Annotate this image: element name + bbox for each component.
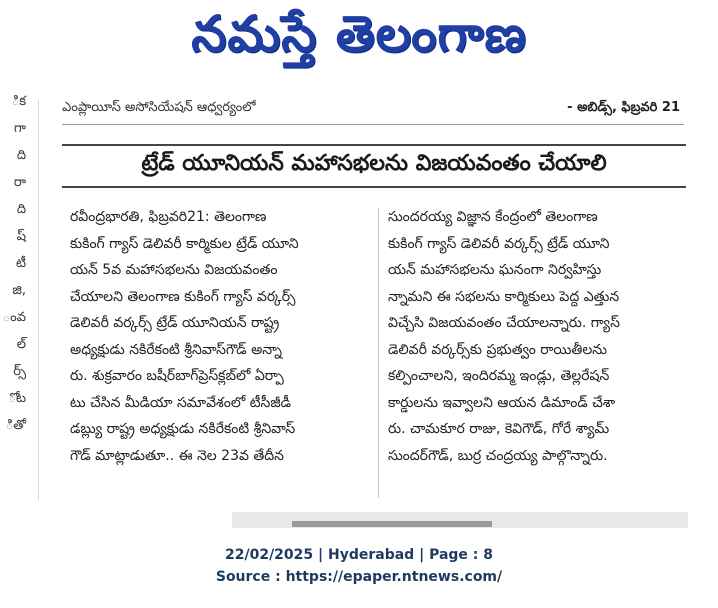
article-text-line: రు. చామకూర రాజు, కెవిగౌడ్, గోరే శ్యామ్ [388, 421, 610, 437]
fragment-text: ది [16, 202, 26, 217]
adjacent-column-fragment [0, 88, 28, 528]
article-text-line: డబ్ల్యు రాష్ట్ర అధ్యక్షుడు నకిరేకంటి శ్రీనివాస్ [70, 421, 296, 437]
fragment-text: ితో [5, 418, 26, 433]
article-text-line: కల్పించాలని, ఇందిరమ్మ ఇండ్లు, తెల్లరేషన్ [388, 368, 610, 384]
article-text-line: సుందర్‌గౌడ్, బుర్ర చంద్రయ్య పాల్గొన్నారు. [388, 447, 608, 464]
article-text-line: రు. శుక్రవారం బషీర్‌బాగ్‌ప్రెస్‌క్లబ్‌లో ఏర్పా [70, 368, 284, 384]
article-text-line: డెలివరీ వర్కర్స్‌కు ప్రభుత్వం రాయితీలను [388, 341, 607, 358]
fragment-text: ది [16, 148, 26, 163]
column-divider [38, 100, 39, 500]
article-kicker: ఎంప్లాయీస్ అసోసియేషన్ ఆధ్వర్యంలో [62, 100, 256, 115]
fragment-text: ోట [8, 391, 26, 406]
fragment-text: గా [14, 121, 26, 136]
article-text-line: కుకింగ్ గ్యాస్ డెలివరీ వర్కర్స్ ట్రేడ్ యూని [388, 235, 610, 252]
article-text-line: కార్డులను ఇవ్వాలని ఆయన డిమాండ్ చేశా [388, 394, 616, 411]
article-text-line: టు చేసిన మీడియా సమావేశంలో టీసీజీడీ [70, 394, 291, 411]
fragment-text: రా [13, 175, 26, 190]
article-headline: ట్రేడ్ యూనియన్ మహాసభలను విజయవంతం చేయాలి [62, 144, 686, 188]
footer-source: Source : https://epaper.ntnews.com/ [215, 569, 503, 585]
fragment-text: ష్ [16, 229, 26, 244]
fragment-text: ర్స్ [13, 364, 26, 379]
article-text-line: కుకింగ్ గ్యాస్ డెలివరీ కార్మికుల ట్రేడ్ యూని [70, 235, 299, 252]
fragment-text: ల్ [16, 337, 26, 352]
article-text-line: విచ్చేసి విజయవంతం చేయాలన్నారు. గ్యాస్ [388, 315, 620, 331]
article-column-2 [388, 204, 688, 500]
masthead-title: నమస్తే తెలంగాణ [191, 4, 527, 63]
article-text-line: చేయాలని తెలంగాణ కుకింగ్ గ్యాస్ వర్కర్స్ [70, 288, 296, 305]
fragment-text: జి, [12, 283, 26, 298]
footer-date-page: 22/02/2025 | Hyderabad | Page : 8 [224, 547, 494, 563]
fragment-text: టీ [15, 256, 26, 271]
article-text-line: యన్ 5వ మహాసభలను విజయవంతం [70, 262, 278, 278]
source-footer [0, 544, 718, 588]
column-divider [378, 208, 379, 498]
article-text-line: అధ్యక్షుడు నకిరేకంటి శ్రీనివాస్‌గౌడ్ అన్నా [70, 341, 282, 358]
top-rule [62, 124, 684, 125]
article-dateline: - అబిడ్స్, ఫిబ్రవరి 21 [567, 100, 680, 115]
fragment-text: ిక [11, 94, 26, 109]
article-text-line: యన్ మహాసభలను ఘనంగా నిర్వహిస్తు [388, 262, 602, 278]
newspaper-clipping [0, 88, 718, 528]
next-article-fragment [232, 512, 688, 528]
fragment-text: ంవ [2, 310, 26, 325]
article-column-1 [70, 204, 370, 500]
article-text-line: గౌడ్ మాట్లాడుతూ.. ఈ నెల 23వ తేదీన [70, 447, 284, 464]
masthead [0, 0, 718, 80]
article-text-line: డెలివరీ వర్కర్స్ ట్రేడ్ యూనియన్ రాష్ట్ర [70, 315, 280, 331]
article-text-line: న్నామని ఈ సభలను కార్మికులు పెద్ద ఎత్తున [388, 288, 620, 305]
article-text-line: సుందరయ్య విజ్ఞాన కేంద్రంలో తెలంగాణ [388, 209, 598, 225]
article-text-line: రవీంద్రభారతి, ఫిబ్రవరి21: తెలంగాణ [70, 209, 267, 225]
